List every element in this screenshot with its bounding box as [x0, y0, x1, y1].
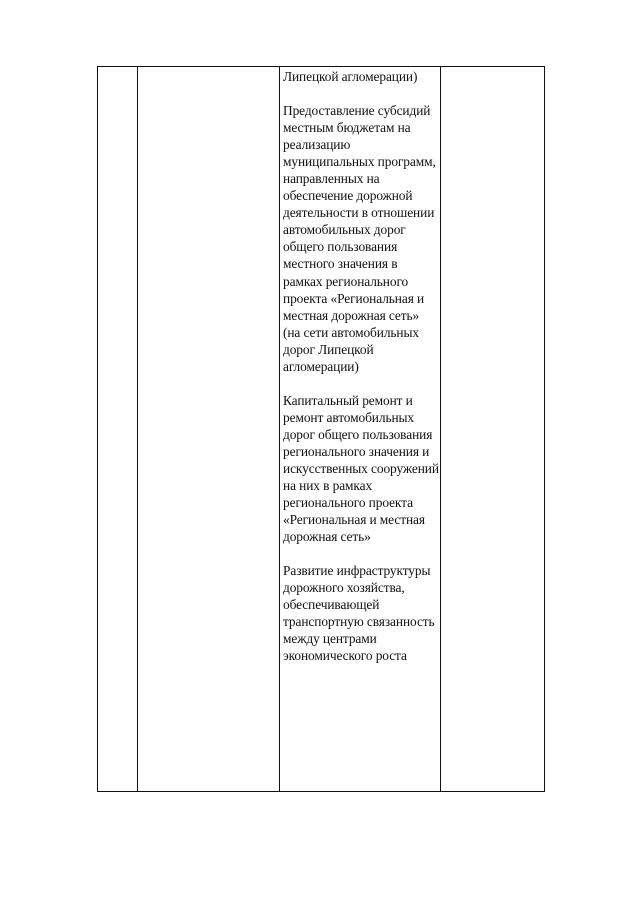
paragraph-gap — [283, 375, 439, 392]
column-divider-1 — [137, 67, 138, 791]
continuation-text: Липецкой агломерации) — [283, 69, 418, 84]
document-table — [97, 66, 545, 792]
column-divider-2 — [279, 67, 280, 791]
paragraph-gap — [283, 545, 439, 562]
column-divider-3 — [440, 67, 441, 791]
entry-subsidies: Предоставление субсидий местным бюджетам на реализацию муниципальных программ, направленных на обеспечение дорожной деятельности в отношении автомобильных дорог общего пользования местного значения в рамках регионального проекта «Региональная и местная дорожная сеть» (на сети автомобильных дорог Липецкой агломерации) — [283, 103, 436, 374]
entry-road-repair: Капитальный ремонт и ремонт автомобильных дорог общего пользования регионального значения и искусственных сооружений на них в рамках регионального проекта «Региональная и местная дорожная сеть» — [283, 392, 439, 545]
activity-cell — [283, 68, 439, 665]
paragraph-gap — [283, 85, 439, 102]
entry-infrastructure: Развитие инфраструктуры дорожного хозяйства, обеспечивающей транспортную связанность между центрами экономического роста — [283, 563, 435, 664]
